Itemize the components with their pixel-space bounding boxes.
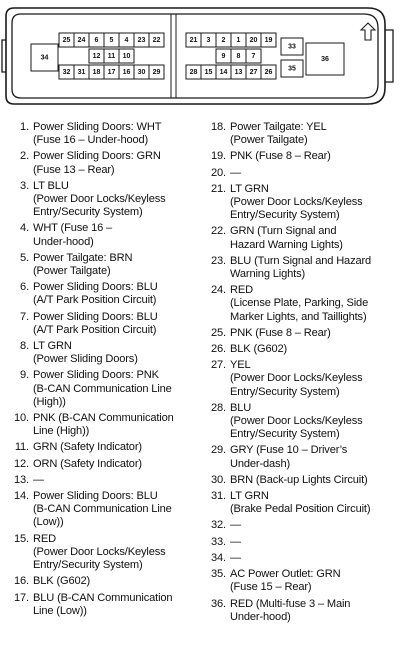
pin-12 bbox=[89, 49, 104, 63]
legend-item bbox=[12, 180, 208, 220]
legend-item bbox=[12, 150, 208, 176]
pin-34 bbox=[31, 44, 58, 71]
legend-item bbox=[12, 281, 208, 307]
legend-number: 12. bbox=[14, 457, 29, 470]
pins-layer bbox=[31, 33, 344, 79]
legend-number: 16. bbox=[14, 575, 29, 588]
pin-31 bbox=[74, 65, 89, 79]
legend-description: LT BLU (Power Door Locks/Keyless Entry/Security System) bbox=[33, 179, 166, 219]
legend-number: 2. bbox=[20, 150, 29, 163]
legend-number: 13. bbox=[14, 473, 29, 486]
legend-number: 32. bbox=[211, 519, 226, 532]
legend-item bbox=[12, 340, 208, 366]
pin-label: 22 bbox=[152, 37, 161, 44]
pin-label: 21 bbox=[189, 37, 198, 44]
pin-label: 11 bbox=[107, 53, 116, 60]
pin-label: 19 bbox=[264, 37, 273, 44]
pin-label: 32 bbox=[62, 69, 71, 76]
legend-number: 6. bbox=[20, 281, 29, 294]
legend-item bbox=[12, 311, 208, 337]
legend-number: 22. bbox=[211, 225, 226, 238]
legend-item bbox=[209, 552, 399, 565]
pin-24 bbox=[74, 33, 89, 47]
pin-label: 13 bbox=[234, 69, 243, 76]
pin-33 bbox=[281, 38, 303, 55]
pin-label: 12 bbox=[92, 53, 101, 60]
connector-latch bbox=[385, 30, 393, 82]
pin-label: 36 bbox=[321, 56, 329, 63]
pin-label: 34 bbox=[40, 54, 49, 62]
pin-8 bbox=[231, 49, 246, 63]
pin-2 bbox=[216, 33, 231, 47]
pin-17 bbox=[104, 65, 119, 79]
pin-18 bbox=[89, 65, 104, 79]
legend-description: — bbox=[230, 519, 241, 532]
pin-label: 24 bbox=[77, 37, 86, 44]
legend-description: LT GRN (Power Door Locks/Keyless Entry/Security System) bbox=[230, 182, 363, 222]
pin-label: 14 bbox=[219, 69, 228, 76]
legend-description: BRN (Back-up Lights Circuit) bbox=[230, 473, 368, 486]
legend-description: BLU (Turn Signal and Hazard Warning Lights) bbox=[230, 254, 372, 281]
legend-item bbox=[209, 598, 399, 624]
legend-number: 30. bbox=[211, 473, 226, 486]
legend-description: — bbox=[230, 551, 241, 564]
legend-item bbox=[209, 284, 399, 324]
pin-13 bbox=[231, 65, 246, 79]
legend-description: Power Tailgate: YEL (Power Tailgate) bbox=[230, 121, 327, 147]
legend-description: BLU (Power Door Locks/Keyless Entry/Security System) bbox=[230, 401, 363, 441]
pin-4 bbox=[119, 33, 134, 47]
legend-number: 15. bbox=[14, 532, 29, 545]
legend-item bbox=[209, 402, 399, 442]
connector-diagram bbox=[0, 0, 401, 112]
legend-number: 19. bbox=[211, 150, 226, 163]
pin-16 bbox=[119, 65, 134, 79]
legend-description: RED (License Plate, Parking, Side Marker Lights, and Taillights) bbox=[230, 284, 369, 323]
pin-9 bbox=[216, 49, 231, 63]
legend-item bbox=[209, 327, 399, 340]
legend-item bbox=[12, 490, 208, 530]
pin-22 bbox=[149, 33, 164, 47]
pin-label: 20 bbox=[249, 37, 258, 44]
legend-number: 31. bbox=[211, 490, 226, 503]
pin-20 bbox=[246, 33, 261, 47]
legend-number: 3. bbox=[20, 179, 29, 192]
pin-35 bbox=[281, 60, 303, 77]
legend-number: 23. bbox=[211, 254, 226, 267]
pin-23 bbox=[134, 33, 149, 47]
pin-label: 9 bbox=[221, 53, 226, 60]
legend-item bbox=[209, 150, 399, 163]
legend-description: BLK (G602) bbox=[33, 575, 91, 588]
legend-description: Power Sliding Doors: WHT (Fuse 16 – Under-hood) bbox=[33, 121, 162, 147]
legend-number: 11. bbox=[14, 441, 29, 454]
legend-description: Power Sliding Doors: BLU (B-CAN Communication Line (Low)) bbox=[33, 490, 172, 529]
legend-number: 27. bbox=[211, 359, 226, 372]
pin-1 bbox=[231, 33, 246, 47]
pin-label: 7 bbox=[251, 53, 256, 60]
legend-number: 10. bbox=[14, 412, 29, 425]
legend-description: BLK (G602) bbox=[230, 343, 288, 356]
legend-description: — bbox=[230, 166, 241, 179]
legend-item bbox=[209, 444, 399, 470]
legend-item bbox=[12, 458, 208, 471]
legend-number: 7. bbox=[20, 310, 29, 323]
legend-number: 9. bbox=[20, 369, 29, 382]
pin-label: 16 bbox=[122, 69, 131, 76]
legend-description: — bbox=[33, 473, 44, 486]
legend-number: 8. bbox=[20, 340, 29, 353]
legend-description: BLU (B-CAN Communication Line (Low)) bbox=[33, 591, 173, 617]
pin-19 bbox=[261, 33, 276, 47]
legend-item bbox=[12, 369, 208, 409]
legend-description: YEL (Power Door Locks/Keyless Entry/Security System) bbox=[230, 359, 363, 398]
legend-item bbox=[209, 121, 399, 147]
legend-description: GRY (Fuse 10 – Driver’s Under-dash) bbox=[230, 444, 348, 470]
pin-label: 17 bbox=[107, 69, 116, 76]
pin-30 bbox=[134, 65, 149, 79]
legend-number: 17. bbox=[14, 591, 29, 604]
legend-description: LT GRN (Power Sliding Doors) bbox=[33, 340, 138, 366]
legend-item bbox=[209, 359, 399, 399]
pin-32 bbox=[59, 65, 74, 79]
legend-description: LT GRN (Brake Pedal Position Circuit) bbox=[230, 490, 371, 516]
legend-description: RED (Multi-fuse 3 – Main Under-hood) bbox=[230, 597, 351, 623]
pin-28 bbox=[186, 65, 201, 79]
legend-number: 24. bbox=[211, 284, 226, 297]
legend-number: 36. bbox=[211, 597, 226, 610]
pin-label: 3 bbox=[206, 37, 211, 44]
legend-number: 21. bbox=[211, 182, 226, 195]
pin-label: 6 bbox=[94, 37, 99, 44]
legend-item bbox=[12, 222, 208, 248]
legend-description: Power Sliding Doors: GRN (Fuse 13 – Rear) bbox=[33, 150, 161, 176]
legend-item bbox=[12, 252, 208, 278]
pin-label: 5 bbox=[109, 37, 114, 44]
legend-description: GRN (Turn Signal and Hazard Warning Lights) bbox=[230, 225, 343, 251]
pin-label: 25 bbox=[62, 37, 71, 44]
pin-25 bbox=[59, 33, 74, 47]
pin-label: 35 bbox=[288, 65, 296, 73]
pin-label: 31 bbox=[77, 69, 86, 76]
legend-item bbox=[209, 568, 399, 594]
legend-description: Power Sliding Doors: PNK (B-CAN Communication Line (High)) bbox=[33, 369, 172, 408]
legend-description: WHT (Fuse 16 – Under-hood) bbox=[33, 222, 113, 248]
pin-27 bbox=[246, 65, 261, 79]
pin-26 bbox=[261, 65, 276, 79]
pin-label: 30 bbox=[137, 69, 146, 76]
legend-number: 1. bbox=[20, 121, 29, 133]
legend-number: 20. bbox=[211, 166, 226, 179]
pin-label: 2 bbox=[221, 37, 226, 44]
legend-item bbox=[209, 536, 399, 549]
legend-number: 14. bbox=[14, 490, 29, 503]
pin-label: 18 bbox=[92, 69, 101, 76]
pin-label: 4 bbox=[124, 37, 129, 44]
legend-item bbox=[12, 412, 208, 438]
legend-item bbox=[12, 474, 208, 487]
legend-item bbox=[12, 533, 208, 573]
legend-item bbox=[209, 225, 399, 251]
pin-label: 23 bbox=[137, 37, 146, 44]
legend-item bbox=[209, 255, 399, 281]
pin-5 bbox=[104, 33, 119, 47]
pin-10 bbox=[119, 49, 134, 63]
legend-number: 28. bbox=[211, 401, 226, 414]
up-arrow-icon bbox=[361, 23, 375, 40]
pin-11 bbox=[104, 49, 119, 63]
pin-label: 26 bbox=[264, 69, 273, 76]
pin-label: 8 bbox=[236, 53, 241, 60]
legend-item bbox=[12, 592, 208, 618]
legend-description: GRN (Safety Indicator) bbox=[33, 441, 142, 454]
legend-number: 25. bbox=[211, 326, 226, 339]
legend-item bbox=[12, 575, 208, 588]
legend-description: RED (Power Door Locks/Keyless Entry/Security System) bbox=[33, 532, 166, 572]
legend-item bbox=[209, 183, 399, 223]
legend-item bbox=[209, 167, 399, 180]
legend-number: 5. bbox=[20, 251, 29, 264]
legend-description: Power Tailgate: BRN (Power Tailgate) bbox=[33, 251, 133, 278]
legend-column-right bbox=[209, 121, 399, 627]
legend-item bbox=[209, 490, 399, 516]
legend-number: 34. bbox=[211, 551, 226, 564]
pin-6 bbox=[89, 33, 104, 47]
legend-number: 35. bbox=[211, 568, 226, 581]
legend-item bbox=[209, 343, 399, 356]
legend-number: 18. bbox=[211, 121, 226, 133]
pin-15 bbox=[201, 65, 216, 79]
pin-label: 10 bbox=[122, 53, 131, 60]
legend-item bbox=[12, 121, 208, 147]
legend-description: ORN (Safety Indicator) bbox=[33, 457, 142, 470]
pin-36 bbox=[306, 43, 344, 75]
pin-label: 33 bbox=[288, 43, 296, 51]
pin-label: 15 bbox=[204, 69, 213, 76]
pin-29 bbox=[149, 65, 164, 79]
pin-label: 28 bbox=[189, 69, 198, 76]
legend-number: 29. bbox=[211, 444, 226, 457]
legend-description: Power Sliding Doors: BLU (A/T Park Position Circuit) bbox=[33, 310, 158, 336]
legend-item bbox=[12, 441, 208, 454]
legend-description: PNK (Fuse 8 – Rear) bbox=[230, 326, 331, 339]
legend-item bbox=[209, 474, 399, 487]
legend-description: AC Power Outlet: GRN (Fuse 15 – Rear) bbox=[230, 568, 341, 594]
pin-label: 29 bbox=[152, 69, 161, 76]
legend-item bbox=[209, 519, 399, 532]
legend-description: — bbox=[230, 535, 241, 548]
legend-number: 33. bbox=[211, 535, 226, 548]
legend-column-left bbox=[12, 121, 208, 621]
legend-description: PNK (Fuse 8 – Rear) bbox=[230, 150, 331, 163]
pin-14 bbox=[216, 65, 231, 79]
pin-21 bbox=[186, 33, 201, 47]
legend-number: 4. bbox=[20, 222, 29, 235]
pin-label: 1 bbox=[236, 37, 241, 44]
pin-7 bbox=[246, 49, 261, 63]
legend-description: Power Sliding Doors: BLU (A/T Park Position Circuit) bbox=[33, 281, 158, 307]
pin-3 bbox=[201, 33, 216, 47]
legend-description: PNK (B-CAN Communication Line (High)) bbox=[33, 412, 174, 438]
legend-number: 26. bbox=[211, 343, 226, 356]
pin-label: 27 bbox=[249, 69, 258, 76]
